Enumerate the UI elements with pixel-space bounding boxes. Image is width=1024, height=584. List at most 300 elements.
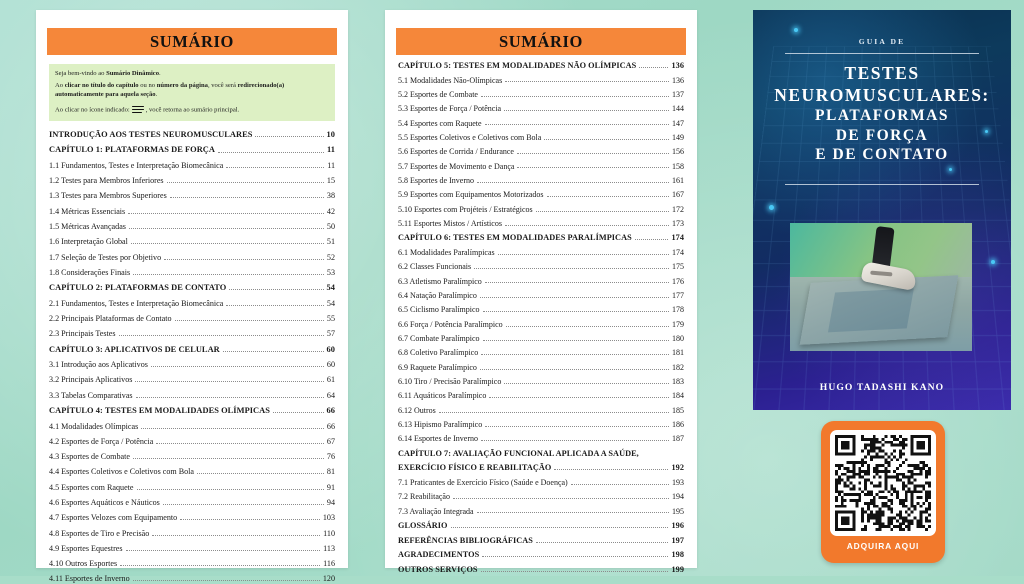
toc-entry-page[interactable]: 51 (326, 237, 335, 247)
toc-entry-page[interactable]: 42 (326, 206, 335, 216)
cover-title-line-3: PLATAFORMAS (815, 107, 949, 125)
toc-leader-dots (480, 297, 669, 298)
toc-entry[interactable] (49, 530, 335, 538)
toc-entry-title[interactable]: 6.6 Força / Potência Paralímpico (398, 319, 503, 329)
toc-leader-dots (485, 426, 669, 427)
cover-photo (790, 223, 972, 351)
toc-leader-dots (167, 182, 324, 183)
toc-leader-dots (151, 366, 324, 367)
note-line1-bold: Sumário Dinâmico (106, 70, 160, 77)
toc-entry-title[interactable]: 5.8 Esportes de Inverno (398, 176, 474, 185)
toc-entry-title[interactable]: 3.3 Tabelas Comparativas (49, 390, 133, 400)
toc-entry-page[interactable]: 64 (326, 390, 335, 400)
hamburger-menu-icon (132, 104, 144, 114)
toc-leader-dots (474, 268, 669, 269)
toc-entry[interactable] (49, 468, 335, 476)
toc-entry-page[interactable]: 175 (672, 262, 684, 272)
toc-entry[interactable] (49, 392, 335, 400)
toc-entry-page[interactable]: 136 (672, 75, 684, 85)
qr-cta-label: ADQUIRA AQUI (846, 541, 920, 551)
toc-entry-page[interactable]: 116 (323, 559, 335, 569)
toc-entry-page[interactable]: 173 (672, 219, 684, 229)
toc-entry-page[interactable]: 187 (672, 434, 684, 444)
note-line3-a: Ao clicar no ícone indicado: (55, 106, 130, 114)
toc-leader-dots (517, 153, 669, 154)
note-line3-b: , você retorna ao sumário principal. (145, 106, 240, 114)
toc-leader-dots (255, 136, 323, 137)
toc-entry-title[interactable]: REFERÊNCIAS BIBLIOGRÁFICAS (398, 535, 533, 545)
toc-entry-title[interactable]: 1.4 Métricas Essenciais (49, 206, 126, 216)
toc-entry-page[interactable]: 120 (322, 574, 335, 584)
note-line2-e: , você será (207, 82, 238, 90)
toc-leader-dots (453, 498, 669, 499)
toc-leader-dots (218, 152, 324, 153)
note-line1-prefix: Seja bem-vindo ao (55, 70, 107, 77)
toc-leader-dots (451, 527, 669, 528)
toc-entry[interactable] (398, 278, 684, 286)
toc-entry-page[interactable]: 174 (672, 247, 684, 257)
toc-entry[interactable] (398, 392, 684, 400)
toc-entry[interactable] (398, 407, 684, 415)
toc-entry[interactable] (398, 450, 684, 458)
toc-entry-title[interactable]: 1.5 Métricas Avançadas (49, 222, 126, 232)
toc-entry-page[interactable]: 53 (326, 267, 335, 277)
toc-entry-page[interactable]: 76 (326, 452, 335, 462)
force-plate-object (800, 275, 959, 345)
toc-entry-title[interactable]: 4.8 Esportes de Tiro e Precisão (49, 528, 150, 538)
toc-list-2 (398, 62, 684, 574)
toc-entry[interactable] (398, 508, 684, 516)
toc-entry-title[interactable]: 5.6 Esportes de Corrida / Endurance (398, 147, 514, 157)
toc-entry-page[interactable]: 94 (326, 498, 335, 508)
toc-entry-title[interactable]: 5.11 Esportes Mistos / Artísticos (398, 219, 502, 229)
toc-entry[interactable] (49, 376, 335, 384)
toc-entry[interactable] (398, 191, 684, 199)
toc-entry[interactable] (49, 254, 335, 262)
toc-entry-page[interactable]: 197 (671, 535, 684, 545)
toc-entry-title[interactable]: 5.10 Esportes com Projéteis / Estratégicos (398, 204, 533, 214)
toc-leader-dots (480, 369, 669, 370)
toc-entry[interactable] (398, 551, 684, 559)
note-line-1 (55, 69, 329, 78)
toc-entry[interactable] (398, 249, 684, 257)
toc-leader-dots (129, 228, 324, 229)
toc-entry-page[interactable]: 178 (672, 305, 684, 315)
toc-entry-title[interactable]: INTRODUÇÃO AOS TESTES NEUROMUSCULARES (49, 129, 253, 139)
toc-leader-dots (133, 458, 324, 459)
toc-entry[interactable] (398, 335, 684, 343)
toc-entry-page[interactable]: 167 (672, 190, 684, 200)
toc-entry-title[interactable]: 6.13 Hipismo Paralímpico (398, 420, 483, 430)
toc-leader-dots (504, 110, 669, 111)
toc-entry-page[interactable]: 184 (672, 391, 684, 401)
toc-leader-dots (156, 443, 324, 444)
sumario-header-title-1: SUMÁRIO (150, 31, 234, 51)
toc-entry[interactable] (398, 435, 684, 443)
toc-entry[interactable] (398, 306, 684, 314)
toc-leader-dots (131, 243, 324, 244)
toc-entry-page[interactable]: 67 (326, 436, 335, 446)
toc-entry-title[interactable]: 7.1 Praticantes de Exercício Físico (Saúde e Doença) (398, 477, 568, 487)
qr-code-canvas[interactable] (835, 435, 931, 531)
toc-page-2 (385, 10, 697, 574)
toc-entry-page[interactable]: 174 (671, 233, 684, 243)
toc-entry-page[interactable]: 193 (672, 477, 684, 487)
cover-title (761, 62, 1003, 165)
toc-entry-page[interactable]: 198 (671, 550, 684, 560)
toc-entry[interactable] (49, 346, 335, 354)
toc-entry[interactable] (398, 321, 684, 329)
toc-entry-title[interactable]: 6.3 Atletismo Paralímpico (398, 276, 482, 286)
toc-entry-title[interactable]: 1.7 Seleção de Testes por Objetivo (49, 252, 162, 262)
note-line2-a: Ao (55, 82, 65, 90)
toc-leader-dots (483, 340, 669, 341)
book-cover (753, 10, 1011, 410)
toc-leader-dots (133, 274, 324, 275)
toc-entry-title[interactable]: 6.7 Combate Paralímpico (398, 334, 480, 344)
toc-leader-dots (481, 354, 669, 355)
toc-entry[interactable] (398, 234, 684, 242)
toc-entry-page[interactable]: 156 (672, 147, 684, 157)
toc-entry-page[interactable]: 176 (672, 276, 684, 286)
toc-leader-dots (485, 282, 669, 283)
toc-entry[interactable] (398, 493, 684, 501)
toc-leader-dots (544, 139, 669, 140)
toc-leader-dots (170, 197, 324, 198)
toc-entry-title[interactable]: 6.11 Aquáticos Paralímpico (398, 391, 487, 401)
toc-entry[interactable] (49, 330, 335, 338)
toc-page-1 (36, 10, 348, 584)
toc-entry[interactable] (49, 499, 335, 507)
toc-entry-page[interactable]: 181 (672, 348, 684, 358)
toc-leader-dots (635, 239, 669, 240)
toc-entry-title[interactable]: CAPÍTULO 4: TESTES EM MODALIDADES OLÍMPICAS (49, 406, 270, 416)
toc-entry-title[interactable]: 5.1 Modalidades Não-Olímpicas (398, 75, 503, 85)
toc-entry[interactable] (49, 131, 335, 139)
purchase-qr-card[interactable] (821, 421, 945, 563)
toc-entry-page[interactable]: 144 (672, 104, 684, 114)
toc-leader-dots (128, 213, 324, 214)
toc-entry-title[interactable]: CAPÍTULO 2: PLATAFORMAS DE CONTATO (49, 283, 227, 293)
toc-entry[interactable] (398, 349, 684, 357)
toc-entry[interactable] (398, 62, 684, 70)
toc-entry-page[interactable]: 81 (326, 467, 335, 477)
note-line2-b: clicar no título do capítulo (64, 82, 139, 90)
toc-entry-page[interactable]: 91 (326, 482, 335, 492)
toc-entry-page[interactable]: 61 (326, 375, 335, 385)
toc-leader-dots (554, 469, 668, 470)
toc-entry-title[interactable]: 4.9 Esportes Equestres (49, 543, 123, 553)
toc-entry[interactable] (398, 537, 684, 545)
toc-leader-dots (517, 167, 669, 168)
toc-entry-title[interactable]: 6.10 Tiro / Precisão Paralímpico (398, 377, 502, 387)
toc-entry-page[interactable]: 60 (326, 344, 335, 354)
toc-leader-dots (163, 504, 324, 505)
toc-leader-dots (273, 412, 324, 413)
toc-entry-page[interactable]: 11 (327, 160, 335, 170)
toc-entry-title[interactable]: CAPÍTULO 5: TESTES EM MODALIDADES NÃO OLÍMPICAS (398, 61, 637, 70)
toc-entry[interactable] (49, 208, 335, 216)
toc-entry-title[interactable]: 7.3 Avaliação Integrada (398, 506, 474, 516)
toc-entry-title[interactable]: 4.7 Esportes Velozes com Equipamento (49, 513, 178, 523)
cover-divider-top (785, 53, 979, 54)
toc-entry-page[interactable]: 60 (326, 360, 335, 370)
sumario-header-title-2: SUMÁRIO (499, 31, 583, 51)
toc-entry-page[interactable]: 177 (672, 291, 684, 300)
toc-entry[interactable] (398, 464, 684, 472)
toc-leader-dots (180, 519, 320, 520)
toc-entry[interactable] (398, 479, 684, 487)
toc-entry-title[interactable]: 5.4 Esportes com Raquete (398, 118, 482, 128)
toc-entry-title[interactable]: GLOSSÁRIO (398, 521, 448, 530)
toc-entry-title[interactable]: CAPÍTULO 3: APLICATIVOS DE CELULAR (49, 344, 220, 354)
toc-entry-page[interactable]: 55 (326, 314, 335, 324)
toc-leader-dots (505, 225, 669, 226)
toc-leader-dots (126, 550, 321, 551)
toc-entry[interactable] (49, 162, 335, 170)
toc-entry-page[interactable]: 158 (672, 161, 684, 171)
toc-entry[interactable] (398, 91, 684, 99)
cover-title-line-4: DE FORÇA (835, 126, 929, 144)
toc-entry[interactable] (49, 438, 335, 446)
toc-entry[interactable] (49, 315, 335, 323)
toc-entry-title[interactable]: 5.3 Esportes de Força / Potência (398, 104, 502, 114)
toc-leader-dots (639, 67, 668, 68)
toc-entry-title[interactable]: 6.2 Classes Funcionais (398, 262, 472, 272)
toc-entry-title[interactable]: CAPÍTULO 7: AVALIAÇÃO FUNCIONAL APLICADA A SAÚDE, (398, 448, 639, 458)
toc-entry[interactable] (49, 575, 335, 583)
cover-divider-bottom (785, 184, 979, 185)
note-line2-g: . (155, 91, 158, 99)
toc-leader-dots (504, 383, 669, 384)
toc-entry-page[interactable]: 54 (326, 298, 335, 308)
toc-leader-dots (120, 565, 320, 566)
toc-leader-dots (223, 351, 324, 352)
toc-entry[interactable] (398, 134, 684, 142)
toc-entry-page[interactable]: 182 (672, 362, 684, 372)
sumario-header-banner-1 (47, 28, 337, 55)
toc-entry-title[interactable]: 6.4 Natação Paralímpico (398, 291, 477, 300)
toc-entry-title[interactable]: CAPÍTULO 1: PLATAFORMAS DE FORÇA (49, 145, 215, 155)
toc-entry-page[interactable]: 54 (326, 283, 335, 293)
toc-entry-page[interactable]: 110 (323, 528, 335, 538)
toc-leader-dots (489, 397, 669, 398)
toc-entry-page[interactable]: 66 (326, 406, 335, 416)
toc-entry-page[interactable]: 179 (672, 319, 684, 329)
toc-entry[interactable] (49, 560, 335, 568)
toc-entry-page[interactable]: 185 (672, 405, 684, 415)
toc-entry[interactable] (49, 192, 335, 200)
toc-leader-dots (571, 484, 669, 485)
toc-entry-title[interactable]: 4.4 Esportes Coletivos e Coletivos com Bola (49, 467, 194, 477)
toc-entry-title[interactable]: 1.8 Considerações Finais (49, 267, 131, 277)
toc-entry-page[interactable]: 183 (672, 377, 684, 387)
toc-entry[interactable] (49, 269, 335, 277)
toc-leader-dots (536, 542, 669, 543)
toc-entry-title[interactable]: 3.2 Principais Aplicativos (49, 375, 133, 385)
toc-entry-page[interactable]: 66 (326, 421, 335, 431)
note-line1-suffix: . (159, 70, 161, 77)
note-line2-f: redirecionado(a) automaticamente para aquela seção (55, 82, 285, 99)
toc-entry-page[interactable]: 194 (672, 492, 684, 502)
toc-entry[interactable] (49, 238, 335, 246)
toc-entry-page[interactable]: 57 (326, 329, 335, 339)
toc-entry[interactable] (49, 146, 335, 154)
toc-entry-title[interactable]: 1.1 Fundamentos, Testes e Interpretação Biomecânica (49, 160, 224, 170)
toc-leader-dots (226, 167, 324, 168)
toc-entry[interactable] (398, 120, 684, 128)
toc-entry-title[interactable]: 6.9 Raquete Paralímpico (398, 362, 477, 372)
toc-leader-dots (483, 311, 669, 312)
cover-author: HUGO TADASHI KANO (819, 382, 945, 393)
toc-entry[interactable] (49, 284, 335, 292)
toc-entry[interactable] (398, 263, 684, 271)
qr-code-icon[interactable] (830, 430, 936, 536)
toc-entry[interactable] (398, 566, 684, 574)
toc-entry-title[interactable]: 4.2 Esportes de Força / Potência (49, 436, 154, 446)
toc-entry-page[interactable]: 195 (672, 506, 684, 516)
toc-entry[interactable] (398, 292, 684, 300)
toc-leader-dots (164, 259, 324, 260)
toc-entry[interactable] (49, 300, 335, 308)
toc-entry[interactable] (398, 177, 684, 185)
cover-title-line-1: TESTES (844, 63, 920, 83)
toc-entry-page[interactable]: 137 (672, 89, 684, 99)
toc-entry-page[interactable]: 136 (671, 61, 684, 70)
toc-leader-dots (477, 512, 669, 513)
toc-entry[interactable] (398, 206, 684, 214)
toc-entry-page[interactable]: 11 (326, 145, 335, 155)
toc-leader-dots (229, 289, 323, 290)
toc-entry-page[interactable]: 50 (326, 222, 335, 232)
note-line-3 (55, 104, 329, 114)
toc-entry-page[interactable]: 38 (326, 191, 335, 201)
toc-entry[interactable] (398, 220, 684, 228)
toc-entry-title[interactable]: 5.7 Esportes de Movimento e Dança (398, 161, 515, 171)
toc-leader-dots (175, 320, 324, 321)
toc-entry[interactable] (49, 453, 335, 461)
toc-leader-dots (477, 182, 669, 183)
toc-entry-page[interactable]: 103 (322, 513, 335, 523)
toc-leader-dots (152, 535, 320, 536)
toc-entry[interactable] (398, 364, 684, 372)
toc-entry[interactable] (49, 545, 335, 553)
toc-entry-page[interactable]: 147 (672, 118, 684, 128)
toc-entry-page[interactable]: 196 (671, 521, 684, 530)
note-line2-d: número da página (156, 82, 208, 90)
toc-entry[interactable] (49, 177, 335, 185)
toc-entry-title[interactable]: 4.6 Esportes Aquáticos e Náuticos (49, 498, 160, 508)
toc-entry[interactable] (398, 378, 684, 386)
toc-entry-page[interactable]: 113 (323, 543, 335, 553)
toc-entry-page[interactable]: 52 (326, 252, 335, 262)
toc-entry-title[interactable]: 6.12 Outros (398, 405, 436, 415)
toc-entry-page[interactable]: 15 (326, 176, 335, 186)
toc-entry[interactable] (49, 514, 335, 522)
toc-leader-dots (482, 556, 668, 557)
instructions-note (49, 64, 335, 121)
sumario-header-banner-2 (396, 28, 686, 55)
toc-entry-title[interactable]: 4.10 Outros Esportes (49, 559, 118, 569)
toc-entry-title[interactable]: 6.14 Esportes de Inverno (398, 434, 478, 444)
toc-entry[interactable] (49, 407, 335, 415)
toc-leader-dots (505, 81, 669, 82)
toc-entry[interactable] (398, 105, 684, 113)
toc-entry-title[interactable]: 6.8 Coletivo Paralímpico (398, 348, 479, 358)
note-line2-c: ou no (138, 82, 157, 90)
toc-entry-title[interactable]: 4.5 Esportes com Raquete (49, 482, 134, 492)
toc-entry[interactable] (398, 522, 684, 530)
toc-leader-dots (481, 571, 669, 572)
toc-leader-dots (506, 326, 669, 327)
toc-entry-title[interactable]: CAPÍTULO 6: TESTES EM MODALIDADES PARALÍMPICAS (398, 233, 632, 243)
toc-entry-title[interactable]: 2.2 Principais Plataformas de Contato (49, 314, 172, 324)
toc-leader-dots (226, 305, 324, 306)
toc-entry-page[interactable]: 186 (672, 420, 684, 430)
toc-entry-title[interactable]: 6.1 Modalidades Paralímpicas (398, 247, 495, 257)
toc-entry-title[interactable]: 1.3 Testes para Membros Superiores (49, 191, 167, 201)
cover-eyebrow: GUIA DE (858, 37, 906, 46)
toc-entry-page[interactable]: 172 (672, 204, 684, 214)
toc-entry-title[interactable]: EXERCÍCIO FÍSICO E REABILITAÇÃO (398, 463, 552, 473)
toc-entry-title[interactable]: 5.9 Esportes com Equipamentos Motorizados (398, 190, 544, 200)
toc-entry-title[interactable]: 2.3 Principais Testes (49, 329, 116, 339)
toc-leader-dots (481, 96, 669, 97)
toc-entry-title[interactable]: 4.3 Esportes de Combate (49, 452, 130, 462)
toc-leader-dots (133, 580, 320, 581)
toc-list-1 (49, 131, 335, 584)
toc-leader-dots (137, 489, 324, 490)
toc-entry-title[interactable]: 4.11 Esportes de Inverno (49, 574, 130, 584)
toc-leader-dots (536, 211, 669, 212)
toc-entry[interactable] (49, 223, 335, 231)
toc-entry[interactable] (398, 148, 684, 156)
toc-entry-title[interactable]: AGRADECIMENTOS (398, 550, 480, 560)
toc-entry-page[interactable]: 149 (672, 132, 684, 142)
toc-entry[interactable] (49, 484, 335, 492)
toc-leader-dots (119, 335, 324, 336)
toc-entry-page[interactable]: 180 (672, 334, 684, 344)
toc-entry-title[interactable]: 7.2 Reabilitação (398, 492, 450, 502)
toc-entry[interactable] (398, 421, 684, 429)
toc-entry[interactable] (398, 77, 684, 85)
toc-entry-title[interactable]: 4.1 Modalidades Olímpicas (49, 421, 139, 431)
toc-entry[interactable] (398, 163, 684, 171)
toc-entry-title[interactable]: 1.2 Testes para Membros Inferiores (49, 176, 164, 186)
toc-leader-dots (197, 473, 324, 474)
cover-title-line-5: E DE CONTATO (815, 146, 949, 164)
toc-entry-title[interactable]: 2.1 Fundamentos, Testes e Interpretação Biomecânica (49, 298, 224, 308)
toc-leader-dots (481, 440, 669, 441)
toc-leader-dots (135, 381, 324, 382)
toc-entry[interactable] (49, 361, 335, 369)
toc-entry-title[interactable]: 5.5 Esportes Coletivos e Coletivos com Bola (398, 132, 542, 142)
toc-leader-dots (485, 124, 669, 125)
toc-leader-dots (439, 412, 669, 413)
toc-entry-title[interactable]: 1.6 Interpretação Global (49, 237, 128, 247)
toc-entry-page[interactable]: 192 (671, 463, 684, 473)
toc-leader-dots (136, 397, 324, 398)
toc-entry-page[interactable]: 161 (672, 176, 684, 185)
toc-entry-page[interactable]: 199 (671, 564, 684, 574)
toc-entry-page[interactable]: 10 (326, 129, 335, 139)
toc-leader-dots (547, 196, 669, 197)
toc-entry-title[interactable]: OUTROS SERVIÇOS (398, 564, 478, 574)
toc-entry-title[interactable]: 3.1 Introdução aos Aplicativos (49, 360, 148, 370)
toc-entry[interactable] (49, 423, 335, 431)
toc-entry-title[interactable]: 6.5 Ciclismo Paralímpico (398, 305, 480, 315)
toc-entry-title[interactable]: 5.2 Esportes de Combate (398, 89, 478, 99)
